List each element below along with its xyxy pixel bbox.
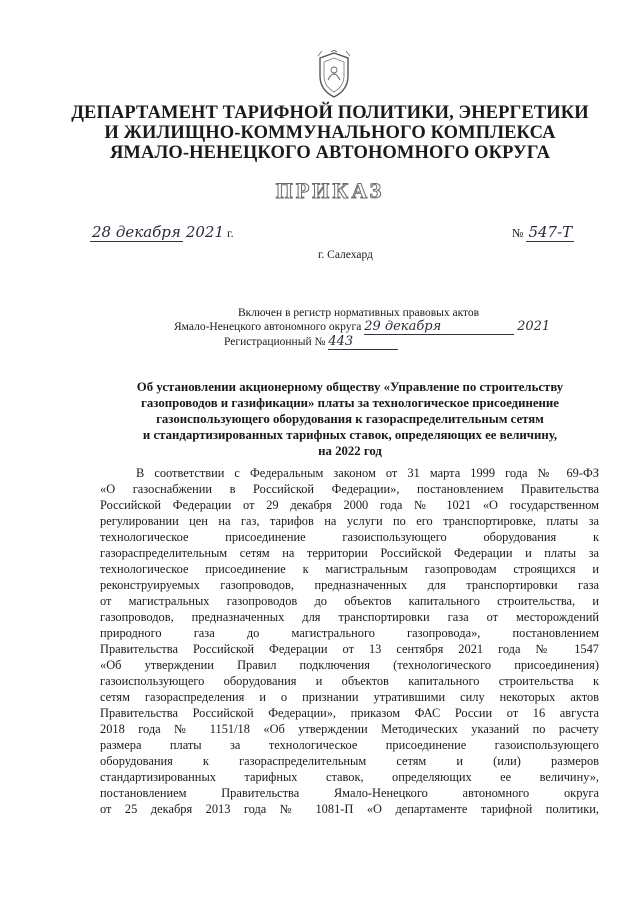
registry-line-2 (160, 320, 560, 335)
body-line: сетям газораспределения и о признании утратившими силу некоторых актов (100, 690, 599, 704)
registry-number-handwritten: 443 (328, 335, 398, 350)
order-subject (100, 379, 600, 459)
body-line: Правительства Российской Федерации», приказом ФАС России от 16 августа (100, 706, 599, 720)
registry-line-3 (160, 335, 560, 350)
order-number (512, 223, 574, 242)
body-line: «О газоснабжении в Российской Федерации», постановлением Правительства (100, 482, 599, 496)
department-line-2: И ЖИЛИЩНО-КОММУНАЛЬНОГО КОМПЛЕКСА (104, 123, 556, 143)
body-line: технологическое присоединение газоиспользующего оборудования к (100, 530, 599, 544)
city-name: г. Салехард (318, 249, 373, 261)
body-line: природного газа до магистрального газопровода», постановлением (100, 626, 599, 640)
order-year-suffix: г. (227, 226, 234, 240)
body-line: «Об утверждении Правил подключения (технологического присоединения) (100, 658, 599, 672)
body-line: регулировании цен на газ, тарифов на услуги по его транспортировке, платы за (100, 514, 599, 528)
registry-line-2-prefix: Ямало-Ненецкого автономного округа (174, 321, 362, 333)
order-date-handwritten: 28 декабря (92, 223, 181, 241)
body-line: газопроводов, предназначенных для транспортировки газа от месторождений (100, 610, 599, 624)
department-line-3: ЯМАЛО-НЕНЕЦКОГО АВТОНОМНОГО ОКРУГА (109, 143, 551, 163)
subject-line: и стандартизированных тарифных ставок, определяющих ее величину, (142, 428, 558, 442)
registry-date-handwritten: 29 декабря (364, 320, 514, 335)
body-line: оборудования к газораспределительным сетям и (или) размеров (100, 754, 599, 768)
department-line-1: ДЕПАРТАМЕНТ ТАРИФНОЙ ПОЛИТИКИ, ЭНЕРГЕТИКИ (71, 103, 589, 123)
body-line: технологическое присоединение к магистральным газопроводам строящихся и (100, 562, 599, 576)
order-year-handwritten: 2021 (185, 223, 225, 241)
order-date (90, 223, 234, 242)
subject-line: газоиспользующего оборудования к газораспределительным сетям (156, 412, 544, 426)
order-number-handwritten: 547-Т (528, 223, 573, 241)
department-name (60, 103, 600, 163)
registry-number-prefix: Регистрационный № (224, 336, 326, 348)
order-body (100, 465, 599, 817)
body-line: от магистральных газопроводов до объектов капитального строительства, и (100, 594, 599, 608)
body-line: газораспределительным сетям на территории Российской Федерации и платы за (100, 546, 599, 560)
body-line: размера платы за технологическое присоединение газоиспользующего (100, 738, 599, 752)
body-line: В соответствии с Федеральным законом от 31 марта 1999 года № 69-ФЗ (136, 466, 599, 480)
body-line: Правительства Российской Федерации от 13 сентября 2021 года № 1547 (100, 642, 599, 656)
registry-year-handwritten: 2021 (517, 319, 551, 334)
coat-of-arms-icon (314, 50, 354, 100)
subject-line: газопроводов и газификации» платы за технологическое присоединение (141, 396, 559, 410)
registry-stamp (160, 306, 560, 350)
body-line: реконструируемых газопроводов, предназначенных для транспортировки газа (100, 578, 599, 592)
body-line: Российской Федерации от 29 декабря 2000 года № 1021 «О государственном (100, 498, 599, 512)
document-type-title: ПРИКАЗ (275, 178, 385, 203)
body-line: от 25 декабря 2013 года № 1081-П «О департаменте тарифной политики, (100, 802, 599, 816)
body-line: стандартизированных тарифных ставок, определяющих ее величину», (100, 770, 599, 784)
order-number-prefix: № (512, 226, 524, 240)
subject-line: Об установлении акционерному обществу «Управление по строительству (136, 380, 564, 394)
body-line: постановлением Правительства Ямало-Ненецкого автономного округа (100, 786, 599, 800)
subject-line: на 2022 год (318, 444, 382, 458)
body-line: 2018 года № 1151/18 «Об утверждении Методических указаний по расчету (100, 722, 599, 736)
body-line: газоиспользующего оборудования и объектов капитального строительства к (100, 674, 599, 688)
registry-line-1: Включен в регистр нормативных правовых актов (238, 307, 480, 319)
